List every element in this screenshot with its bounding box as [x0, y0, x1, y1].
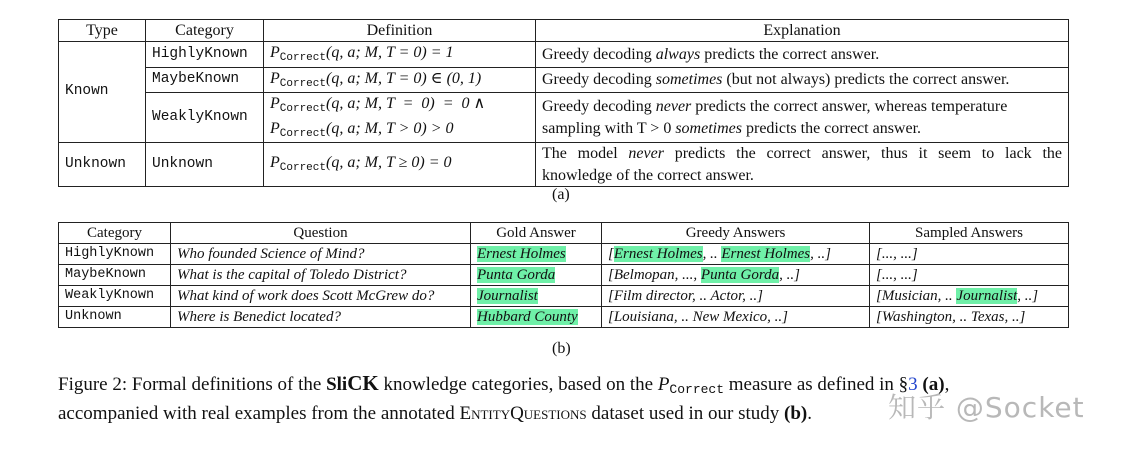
table-row: [59, 143, 1069, 187]
section-link[interactable]: 3: [908, 374, 918, 395]
header-cell: Category: [146, 20, 264, 42]
table-row: [59, 286, 1069, 307]
examples-table: [58, 222, 1069, 328]
header-cell: Greedy Answers: [602, 223, 870, 244]
header-cell: Question: [171, 223, 471, 244]
header-cell: Category: [59, 223, 171, 244]
explanation-cell: Greedy decoding never predicts the correct answer, whereas temperature sampling with T > 0 sometimes predicts the correct answer.: [536, 93, 1069, 143]
gold-answer-cell: Hubbard County: [471, 307, 602, 328]
dataset-name: EntityQuestions: [459, 403, 587, 424]
category-cell: WeaklyKnown: [146, 93, 264, 143]
definition-cell: PCorrect(q, a; M, T ≥ 0) = 0: [264, 143, 536, 187]
sampled-answers-cell: [Washington, .. Texas, ..]: [870, 307, 1069, 328]
gold-answer-cell: Punta Gorda: [471, 265, 602, 286]
greedy-answers-cell: [Ernest Holmes, .. Ernest Holmes, ..]: [602, 244, 870, 265]
category-cell: MaybeKnown: [146, 67, 264, 93]
figure-caption: Figure 2: Formal definitions of the SliCK knowledge categories, based on the PCorrect measure as defined in §3 (a), accompanied with real examples from the annotated EntityQuestions dataset used in our study (b).: [58, 371, 950, 424]
type-cell: Known: [59, 42, 146, 143]
category-cell: WeaklyKnown: [59, 286, 171, 307]
greedy-answers-cell: [Film director, .. Actor, ..]: [602, 286, 870, 307]
header-row: [59, 223, 1069, 244]
header-cell: Explanation: [536, 20, 1069, 42]
category-cell: HighlyKnown: [59, 244, 171, 265]
sampled-answers-cell: [..., ...]: [870, 244, 1069, 265]
question-cell: What is the capital of Toledo District?: [171, 265, 471, 286]
header-row: [59, 20, 1069, 42]
sampled-answers-cell: [..., ...]: [870, 265, 1069, 286]
sampled-answers-cell: [Musician, .. Journalist, ..]: [870, 286, 1069, 307]
watermark: 知乎 @Socket: [888, 391, 1085, 424]
question-cell: Where is Benedict located?: [171, 307, 471, 328]
subfigure-label-b: (b): [552, 340, 571, 357]
gold-answer-cell: Journalist: [471, 286, 602, 307]
table-row: [59, 67, 1069, 93]
header-cell: Definition: [264, 20, 536, 42]
greedy-answers-cell: [Louisiana, .. New Mexico, ..]: [602, 307, 870, 328]
subfigure-label-a: (a): [552, 186, 570, 203]
header-cell: Sampled Answers: [870, 223, 1069, 244]
question-cell: What kind of work does Scott McGrew do?: [171, 286, 471, 307]
type-cell: Unknown: [59, 143, 146, 187]
table-row: [59, 42, 1069, 68]
table-row: [59, 244, 1069, 265]
explanation-cell: Greedy decoding always predicts the correct answer.: [536, 42, 1069, 68]
question-cell: Who founded Science of Mind?: [171, 244, 471, 265]
definition-cell: PCorrect(q, a; M, T = 0) = 0 ∧ PCorrect(q, a; M, T > 0) > 0: [264, 93, 536, 143]
category-cell: Unknown: [146, 143, 264, 187]
table-row: [59, 93, 1069, 143]
definition-cell: PCorrect(q, a; M, T = 0) ∈ (0, 1): [264, 67, 536, 93]
table-row: [59, 307, 1069, 328]
header-cell: Type: [59, 20, 146, 42]
category-cell: MaybeKnown: [59, 265, 171, 286]
category-cell: HighlyKnown: [146, 42, 264, 68]
definitions-table: [58, 19, 1069, 187]
header-cell: Gold Answer: [471, 223, 602, 244]
gold-answer-cell: Ernest Holmes: [471, 244, 602, 265]
table-row: [59, 265, 1069, 286]
category-cell: Unknown: [59, 307, 171, 328]
explanation-cell: The model never predicts the correct answer, thus it seem to lack the knowledge of the correct answer.: [536, 143, 1069, 187]
greedy-answers-cell: [Belmopan, ..., Punta Gorda, ..]: [602, 265, 870, 286]
explanation-cell: Greedy decoding sometimes (but not always) predicts the correct answer.: [536, 67, 1069, 93]
definition-cell: PCorrect(q, a; M, T = 0) = 1: [264, 42, 536, 68]
